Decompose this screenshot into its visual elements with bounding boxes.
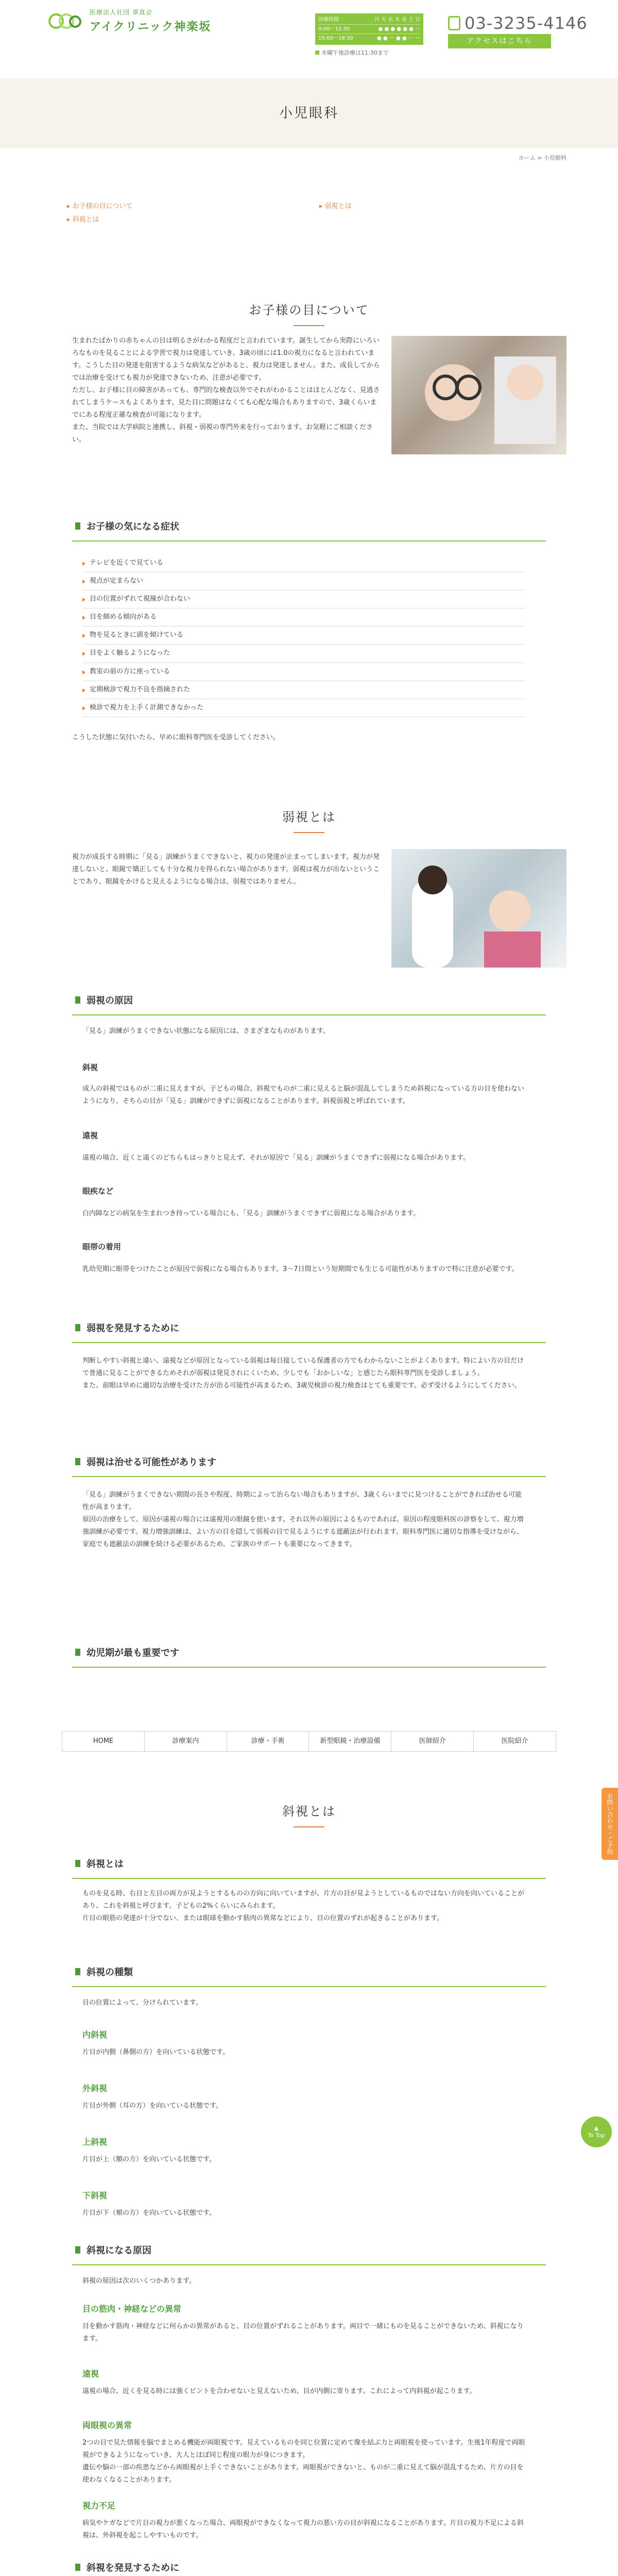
page-title: 小児眼科 — [279, 106, 339, 121]
cause-name: 遠視 — [82, 1131, 98, 1140]
strabismus-types-heading: 斜視の種類 — [72, 1963, 546, 1987]
strabismus-detect-heading: 斜視を発見するために — [72, 2558, 546, 2576]
hours-label: 9:00〜12:30 — [318, 26, 350, 32]
list-item: テレビを近くで見ている — [82, 554, 525, 572]
access-button[interactable]: アクセスはこちら — [448, 34, 551, 48]
list-item: 教室の前の方に座っている — [82, 663, 525, 681]
amblyopia-cause-intro: 「見る」訓練がうまくできない状態になる原因には、さまざまなものがあります。 — [82, 1027, 330, 1035]
logo-subtitle: 医療法人社団 翠真会 — [90, 9, 152, 16]
page-nav-tabs — [62, 1731, 556, 1752]
type-text: 片目が下（頬の方）を向いている状態です。 — [82, 2209, 216, 2217]
hours-label: 15:00〜18:30 — [318, 36, 353, 41]
symptoms-list — [82, 554, 525, 717]
anchor-amblyopia[interactable]: ▸ 弱視とは — [319, 201, 352, 212]
eye-exam-child-photo — [391, 336, 566, 454]
strabismus-what-heading: 斜視とは — [72, 1855, 546, 1879]
type-text: 片目が外側（耳の方）を向いている状態です。 — [82, 2102, 222, 2110]
cause-name: 眼帯の着用 — [82, 1242, 122, 1251]
logo-mark-icon — [48, 10, 85, 34]
list-item: 目を細める傾向がある — [82, 608, 525, 626]
site-header — [0, 0, 618, 78]
amblyopia-detect-heading: 弱視を発見するために — [72, 1319, 546, 1343]
cause-name: 斜視 — [82, 1063, 98, 1072]
cause-name: 目の筋肉・神経などの異常 — [82, 2304, 182, 2314]
symptoms-note: こうした状態に気付いたら、早めに眼科専門医を受診してください。 — [72, 734, 280, 741]
amblyopia-cure-text: 「見る」訓練がうまくできない期間の長さや程度、時期によって治らない場合もありますが、3歳くらいまでに見つけることができれば治せる可能性が高まります。 原因の治療をして、原因が遠視の場合には遠視用の眼鏡を使います。それ以外の原因によるものであれば、原因の程度眼科医の診察をして、視力増強訓練が必要です。視力増強訓練は、よい方の目を隠して弱視の目で見るようにする遮蔽法が行われます。眼科専門医に適切な指導を受けながら、家庭でも遮蔽法の訓練を続ける必要があるため、ご家族のサポートも重要になってきます。 — [82, 1491, 524, 1549]
type-name: 下斜視 — [82, 2191, 108, 2200]
hours-days: 月 火 水 木 金 土 日 — [374, 17, 420, 23]
anchor-kids-eyes[interactable]: ▸ お子様の目について — [67, 201, 132, 212]
doctor-child-photo — [391, 849, 566, 968]
early-childhood-heading: 幼児期が最も重要です — [72, 1643, 546, 1668]
hours-label: 診療時間 — [318, 17, 339, 23]
eye-exam-illustration-icon — [391, 336, 566, 454]
list-item: 目の位置がずれて視線が合わない — [82, 590, 525, 608]
amblyopia-intro: 視力が成長する時期に「見る」訓練がうまくできないと、視力の発達が止まってしまいます。視力が発達しないと、眼鏡で矯正しても十分な視力を得られない場合があります。弱視は視力が出ないということであり、眼鏡をかけると見えるようになる場合は、弱視ではありません。 — [72, 853, 380, 886]
breadcrumb[interactable]: ホーム > 小児眼科 — [518, 155, 566, 161]
hours-table — [315, 13, 423, 45]
cause-text: 白内障などの病気を生まれつき持っている場合にも、「見る」訓練がうまくできずに弱視になる場合があります。 — [82, 1210, 420, 1217]
strabismus-cause-intro: 斜視の原因は次のいくつかあります。 — [82, 2277, 196, 2285]
amblyopia-cause-heading: 弱視の原因 — [72, 991, 546, 1015]
to-top-label: To Top — [588, 2132, 605, 2139]
tab-equipment[interactable]: 新型眼鏡・治療設備 — [308, 1731, 391, 1752]
clinic-logo[interactable] — [48, 7, 211, 37]
strabismus-what-text: ものを見る時、右目と左目の両方が見ようとするものの方向に向いていますが、片方の目が見ようとしているものではない方向を向いていることがあり、これを斜視と呼びます。子どもの2%くらいにみられます。 片目の眼筋の発達が十分でない、または眼球を動かす筋肉の異常などにより、目の位置のずれが起きることがあります。 — [82, 1890, 525, 1923]
anchor-strabismus[interactable]: ▸ 斜視とは — [67, 214, 99, 226]
phone-text: 03-3235-4146 — [465, 13, 588, 33]
amblyopia-detect-text: 判断しやすい斜視と違い、遠視などが原因となっている弱視は毎日接している保護者の方でもわからないことがよくあります。特によい方の目だけで普通に見ることができるためそれが弱視は発見されにくいため、少しでも「おかしいな」と感じたら眼科専門医を受診しましょう。 また、前眼は早めに適切な治療を受けた方が治る可能性が高まるため、3歳児検診の視力検査はとても重要です。必ず受けるようにしてください。 — [82, 1357, 524, 1390]
to-top-button[interactable] — [581, 2116, 612, 2147]
tab-doctors[interactable]: 医師紹介 — [391, 1731, 473, 1752]
strabismus-cause-heading: 斜視になる原因 — [72, 2241, 546, 2265]
phone-icon — [448, 16, 460, 30]
type-name: 上斜視 — [82, 2137, 108, 2147]
cause-name: 遠視 — [82, 2369, 99, 2379]
hours-days: ● ● ー ● ● ー ー — [377, 36, 420, 41]
list-item: 物を見るときに頭を傾けている — [82, 626, 525, 645]
contact-side-tab[interactable]: お問い合わせ・ご予約 — [602, 1788, 618, 1860]
cause-text: 遠視の場合、近くと遠くのどちらもはっきりと見えず、それが原因で「見る」訓練がうまくできずに弱視になる場合があります。 — [82, 1154, 470, 1162]
section-title-strabismus: 斜視とは — [72, 1801, 546, 1827]
chevron-up-icon: ▲ — [594, 2125, 599, 2131]
list-item: 定期検診で視力不良を指摘された — [82, 681, 525, 699]
phone-number[interactable] — [448, 9, 588, 37]
logo-name: アイクリニック神楽坂 — [90, 21, 212, 34]
cause-name: 両眼視の異常 — [82, 2420, 132, 2430]
kids-eyes-text: 生まれたばかりの赤ちゃんの目は明るさがわかる程度だと言われています。誕生してから実際にいろいろなものを見ることによる学習で視力は発達していき、3歳の頃には1.0の視力になると言われています。こうした目の発達を阻害するような病気などがあると、視力は発達しません。また、成長してからでは治療を受けても視力が発達できないため、注意が必要です。 ただし、お子様に目の障害があっても、専門的な検査以外でそれがわかることはほとんどなく、見逃されてしまうケースもよくあります。見た目に問題はなくても心配な場合もありますので、3歳くらいまでにある程度正確な検査が可能になります。 また、当院では大学病院と連携し、斜視・弱視の専門外来を行っております。お気軽にご相談ください。 — [72, 337, 380, 444]
list-item: 視点が定まらない — [82, 572, 525, 590]
cause-text: 乳幼児期に眼帯をつけたことが原因で弱視になる場合もあります。3〜7日間という短期間でも生じる可能性がありますので特に注意が必要です。 — [82, 1265, 519, 1273]
cause-text: 目を動かす筋肉・神経などに何らかの異常があると、目の位置がずれることがあります。両目で一緒にものを見ることができないため、斜視になります。 — [82, 2323, 524, 2343]
cause-text: 病気やケガなどで片目の視力が悪くなった場合、両眼視ができなくなって視力の悪い方の目が斜視になることがあります。片目の視力不足による斜視は、外斜視を起こしやすいものです。 — [82, 2519, 524, 2540]
tab-surgery[interactable]: 診療・手術 — [227, 1731, 309, 1752]
hours-days: ● ● ● ● ● ● ー — [378, 26, 420, 32]
type-text: 片目が内側（鼻側の方）を向いている状態です。 — [82, 2048, 229, 2056]
list-item: 目をよく触るようになった — [82, 645, 525, 663]
page-title-band — [0, 78, 618, 148]
type-text: 片目が上（額の方）を向いている状態です。 — [82, 2156, 216, 2163]
cause-name: 眼疾など — [82, 1187, 114, 1196]
strabismus-types-intro: 目の位置によって、分けられています。 — [82, 1999, 202, 2007]
type-name: 内斜視 — [82, 2030, 108, 2040]
cause-text: 遠視の場合、近くを見る時には強くピントを合わせないと見えないため、目が内側に寄ります。これによって内斜視が起こります。 — [82, 2387, 476, 2395]
hours-note: 木曜午後診療は11:30まで — [315, 48, 389, 58]
symptoms-heading: お子様の気になる症状 — [72, 517, 546, 541]
type-name: 外斜視 — [82, 2083, 108, 2093]
tab-home[interactable]: HOME — [62, 1731, 144, 1752]
section-title-amblyopia: 弱視とは — [72, 807, 546, 833]
cause-name: 視力不足 — [82, 2501, 116, 2511]
section-title-kids-eyes: お子様の目について — [72, 300, 546, 326]
amblyopia-cure-heading: 弱視は治せる可能性があります — [72, 1453, 546, 1477]
cause-text: 2つの目で見た情報を脳でまとめる機能が両眼視です。見えているものを同じ位置に定めて像を結ぶ力と両眼視を使っています。生後1年程度で両眼視ができるようになっていき、大人とほぼ同じ程度の眼力が身につきます。 遺伝や脳の一部の疾患などから両眼視が上手くできないことがあります。両眼視ができないと、ものが二重に見えて脳が混乱するため、片方の目を使わなくなることがあります。 — [82, 2439, 525, 2484]
tab-services[interactable]: 診療案内 — [144, 1731, 227, 1752]
cause-text: 成人の斜視ではものが二重に見えますが、子どもの場合、斜視でものが二重に見えると脳が混乱してしまうため斜視になっている方の目を使わないようになり、そちらの目が「見る」訓練ができずに弱視になることがあります。斜視弱視と呼ばれています。 — [82, 1085, 525, 1106]
doctor-exam-illustration-icon — [391, 849, 566, 968]
list-item: 検診で視力を上手く計測できなかった — [82, 699, 525, 717]
tab-clinic[interactable]: 医院紹介 — [473, 1731, 556, 1752]
